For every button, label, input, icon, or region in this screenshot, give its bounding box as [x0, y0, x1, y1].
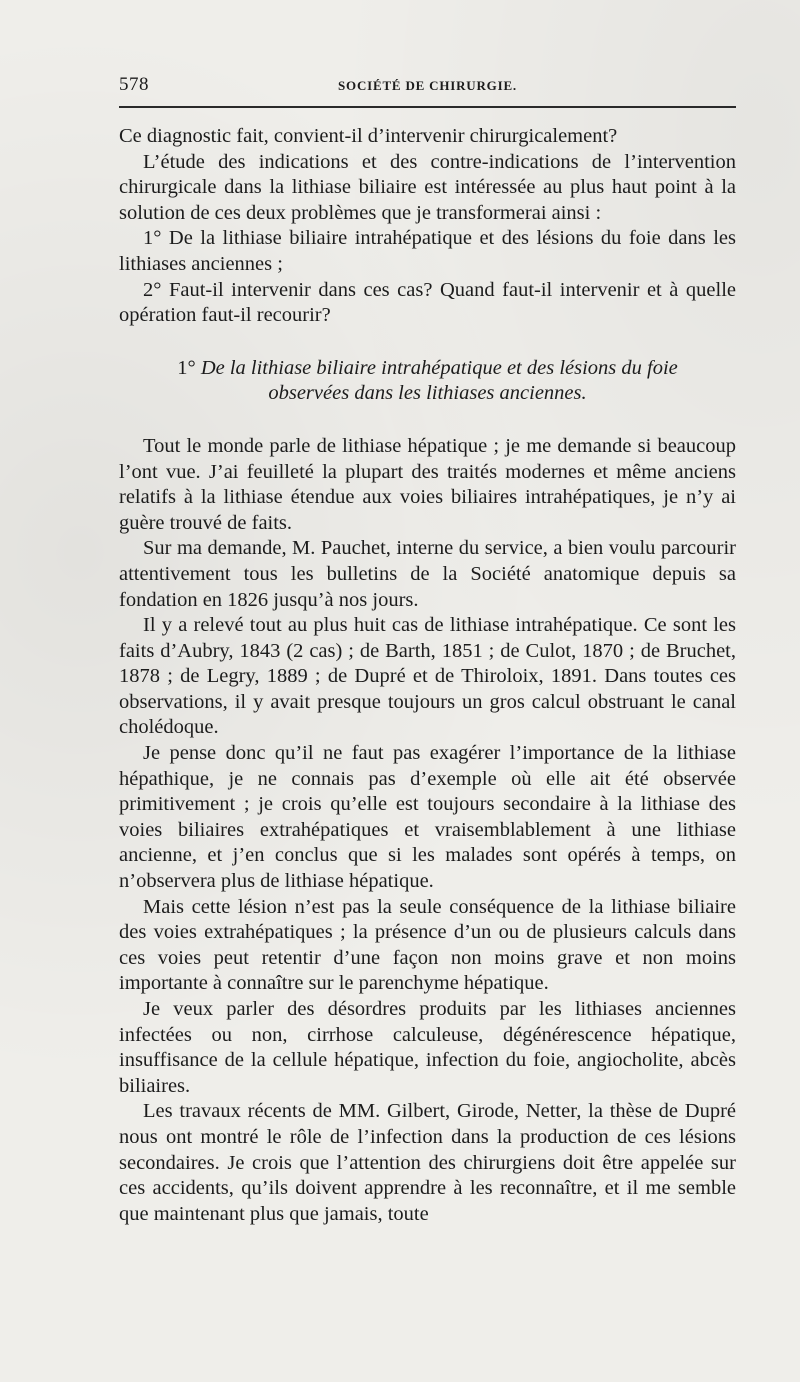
paragraph: Je pense donc qu’il ne faut pas exagérer l’importance de la lithiase hépathique, je ne connais pas d’exemple où elle ait été observée primitivement ; je crois qu’elle est toujours secondaire à la lithiase des voies biliaires extrahépatiques et vraisemblablement à une lithiase ancienne, et j’en conclus que si les malades sont opérés à temps, on n’observera plus de lithiase hépatique.	[119, 742, 736, 893]
paragraph: Je veux parler des désordres produits par les lithiases anciennes infectées ou non, cirrhose calculeuse, dégénérescence hépatique, insuffisance de la cellule hépatique, infection du foie, angiocholite, abcès biliaires.	[119, 998, 736, 1097]
section-title-line-2: observées dans les lithiases anciennes.	[268, 382, 587, 405]
section-heading	[119, 356, 736, 407]
running-title: SOCIÉTÉ DE CHIRURGIE.	[338, 78, 517, 93]
section-title-line-1: De la lithiase biliaire intrahépatique et des lésions du foie	[200, 356, 678, 379]
header-rule	[119, 106, 736, 108]
body-text	[119, 124, 736, 1227]
paragraph: 1° De la lithiase biliaire intrahépatique et des lésions du foie dans les lithiases anciennes ;	[119, 227, 736, 275]
paragraph: Tout le monde parle de lithiase hépatique ; je me demande si beaucoup l’ont vue. J’ai feuilleté la plupart des traités modernes et même anciens relatifs à la lithiase étendue aux voies biliaires intrahépatiques, je n’y ai guère trouvé de faits.	[119, 434, 736, 534]
paragraph: Il y a relevé tout au plus huit cas de lithiase intrahépatique. Ce sont les faits d’Aubry, 1843 (2 cas) ; de Barth, 1851 ; de Culot, 1870 ; de Bruchet, 1878 ; de Legry, 1889 ; de Dupré et de Thiroloix, 1891. Dans toutes ces observations, il y avait presque toujours un gros calcul obstruant le canal cholédoque.	[119, 614, 736, 739]
paragraph: 2° Faut-il intervenir dans ces cas? Quand faut-il intervenir et à quelle opération faut-il recourir?	[119, 278, 736, 327]
page-header	[119, 74, 736, 104]
paragraph: Sur ma demande, M. Pauchet, interne du service, a bien voulu parcourir attentivement tous les bulletins de la Société anatomique depuis sa fondation en 1826 jusqu’à nos jours.	[119, 537, 736, 611]
paragraph: Mais cette lésion n’est pas la seule conséquence de la lithiase biliaire des voies extrahépatiques ; la présence d’un ou de plusieurs calculs dans ces voies peut retentir d’une façon non moins grave et non moins importante à connaître sur le parenchyme hépatique.	[119, 895, 736, 995]
section-number: 1°	[177, 356, 196, 379]
page-number: 578	[119, 74, 149, 95]
paragraph: Les travaux récents de MM. Gilbert, Girode, Netter, la thèse de Dupré nous ont montré le rôle de l’infection dans la production de ces lésions secondaires. Je crois que l’attention des chirurgiens doit être appelée sur ces accidents, qu’ils doivent apprendre à les reconnaître, et il me semble que maintenant plus que jamais, toute	[119, 1100, 736, 1225]
paragraph: Ce diagnostic fait, convient-il d’intervenir chirurgicalement?	[119, 125, 618, 147]
paragraph: L’étude des indications et des contre-indications de l’intervention chirurgicale dans la lithiase biliaire est intéressée au plus haut point à la solution de ces deux problèmes que je transformerai ainsi :	[119, 150, 736, 224]
